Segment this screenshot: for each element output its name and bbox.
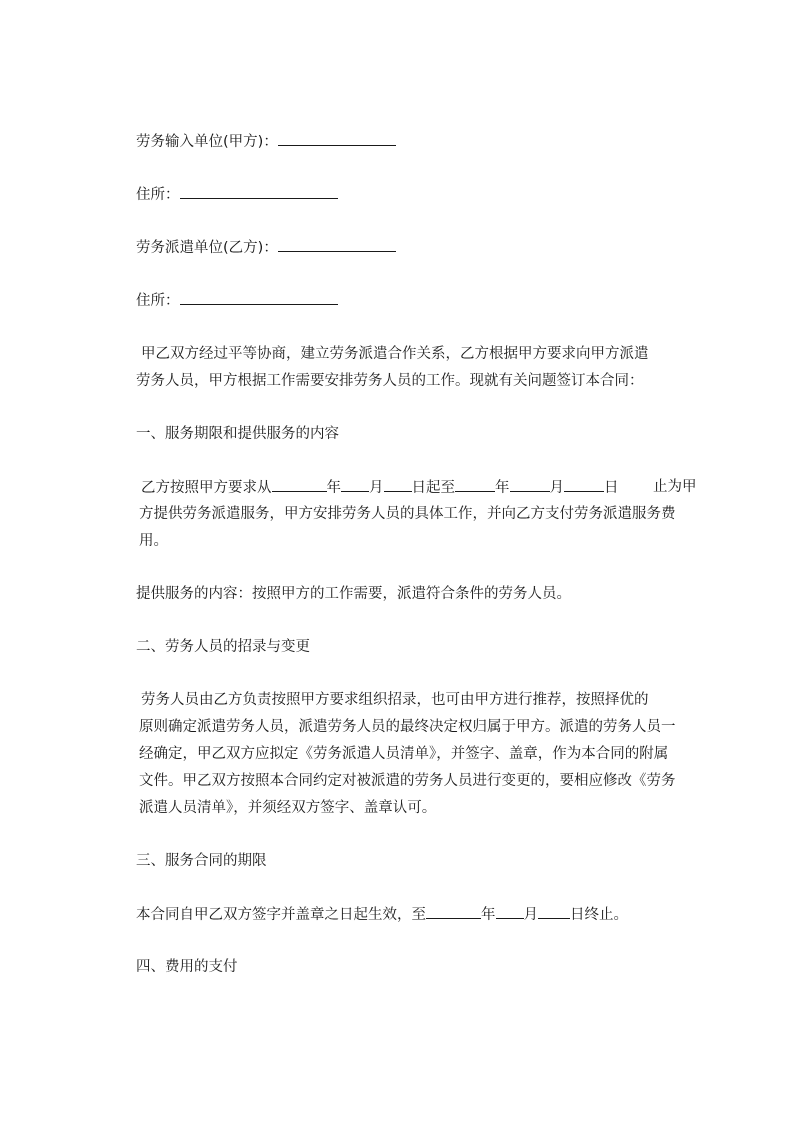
end-month-label: 月 xyxy=(549,480,564,496)
intro-line-1: 甲乙双方经过平等协商，建立劳务派遣合作关系，乙方根据甲方要求向甲方派遣 xyxy=(141,346,649,362)
party-b-address-field xyxy=(136,290,338,311)
term-line xyxy=(141,477,619,498)
party-b-field xyxy=(136,237,396,258)
term-suffix: 止为甲 xyxy=(653,479,697,495)
section-2-line: 经确定，甲乙双方应拟定《劳务派遣人员清单》，并签字、盖章，作为本合同的附属 xyxy=(139,746,669,762)
end-day-blank[interactable] xyxy=(538,904,570,919)
party-b-blank[interactable] xyxy=(278,237,396,252)
section-4-heading: 四、费用的支付 xyxy=(136,959,238,975)
party-b-address-label: 住所： xyxy=(136,293,180,309)
party-b-label: 劳务派遣单位(乙方)： xyxy=(136,240,278,256)
contract-term-prefix: 本合同自甲乙双方签字并盖章之日起生效，至 xyxy=(136,907,426,923)
term-line-2: 方提供劳务派遣服务，甲方安排劳务人员的具体工作，并向乙方支付劳务派遣服务费 xyxy=(139,506,676,522)
section-3-heading: 三、服务合同的期限 xyxy=(136,853,267,869)
service-content: 提供服务的内容：按照甲方的工作需要，派遣符合条件的劳务人员。 xyxy=(136,586,571,602)
end-year-label: 年 xyxy=(495,480,510,496)
start-day-blank[interactable] xyxy=(384,477,412,492)
party-a-address-field xyxy=(136,184,338,205)
start-day-label: 日起至 xyxy=(411,480,455,496)
end-year-label: 年 xyxy=(481,907,496,923)
party-a-address-blank[interactable] xyxy=(180,184,338,199)
end-year-blank[interactable] xyxy=(455,477,495,492)
party-a-field xyxy=(136,131,396,152)
party-a-blank[interactable] xyxy=(278,131,396,146)
term-line-3: 用。 xyxy=(139,533,168,549)
start-year-blank[interactable] xyxy=(272,477,327,492)
end-month-blank[interactable] xyxy=(510,477,550,492)
party-a-label: 劳务输入单位(甲方)： xyxy=(136,134,278,150)
start-month-blank[interactable] xyxy=(341,477,369,492)
end-year-blank[interactable] xyxy=(426,904,481,919)
section-2-line: 原则确定派遣劳务人员，派遣劳务人员的最终决定权归属于甲方。派遣的劳务人员一 xyxy=(139,719,676,735)
end-month-blank[interactable] xyxy=(496,904,524,919)
section-1-heading: 一、服务期限和提供服务的内容 xyxy=(136,426,339,442)
section-2-line: 派遣人员清单》，并须经双方签字、盖章认可。 xyxy=(139,800,437,816)
section-2-line: 文件。甲乙双方按照本合同约定对被派遣的劳务人员进行变更的，要相应修改《劳务 xyxy=(139,773,676,789)
section-2-line: 劳务人员由乙方负责按照甲方要求组织招录，也可由甲方进行推荐，按照择优的 xyxy=(141,692,649,708)
end-day-blank[interactable] xyxy=(564,477,604,492)
party-b-address-blank[interactable] xyxy=(180,290,338,305)
start-year-label: 年 xyxy=(326,480,341,496)
contract-term-line xyxy=(136,904,628,925)
party-a-address-label: 住所： xyxy=(136,187,180,203)
contract-term-suffix: 日终止。 xyxy=(570,907,628,923)
end-month-label: 月 xyxy=(523,907,538,923)
end-day-label: 日 xyxy=(604,480,619,496)
section-2-heading: 二、劳务人员的招录与变更 xyxy=(136,639,310,655)
start-month-label: 月 xyxy=(369,480,384,496)
term-prefix: 乙方按照甲方要求从 xyxy=(141,480,272,496)
intro-line-2: 劳务人员，甲方根据工作需要安排劳务人员的工作。现就有关问题签订本合同： xyxy=(136,373,644,389)
